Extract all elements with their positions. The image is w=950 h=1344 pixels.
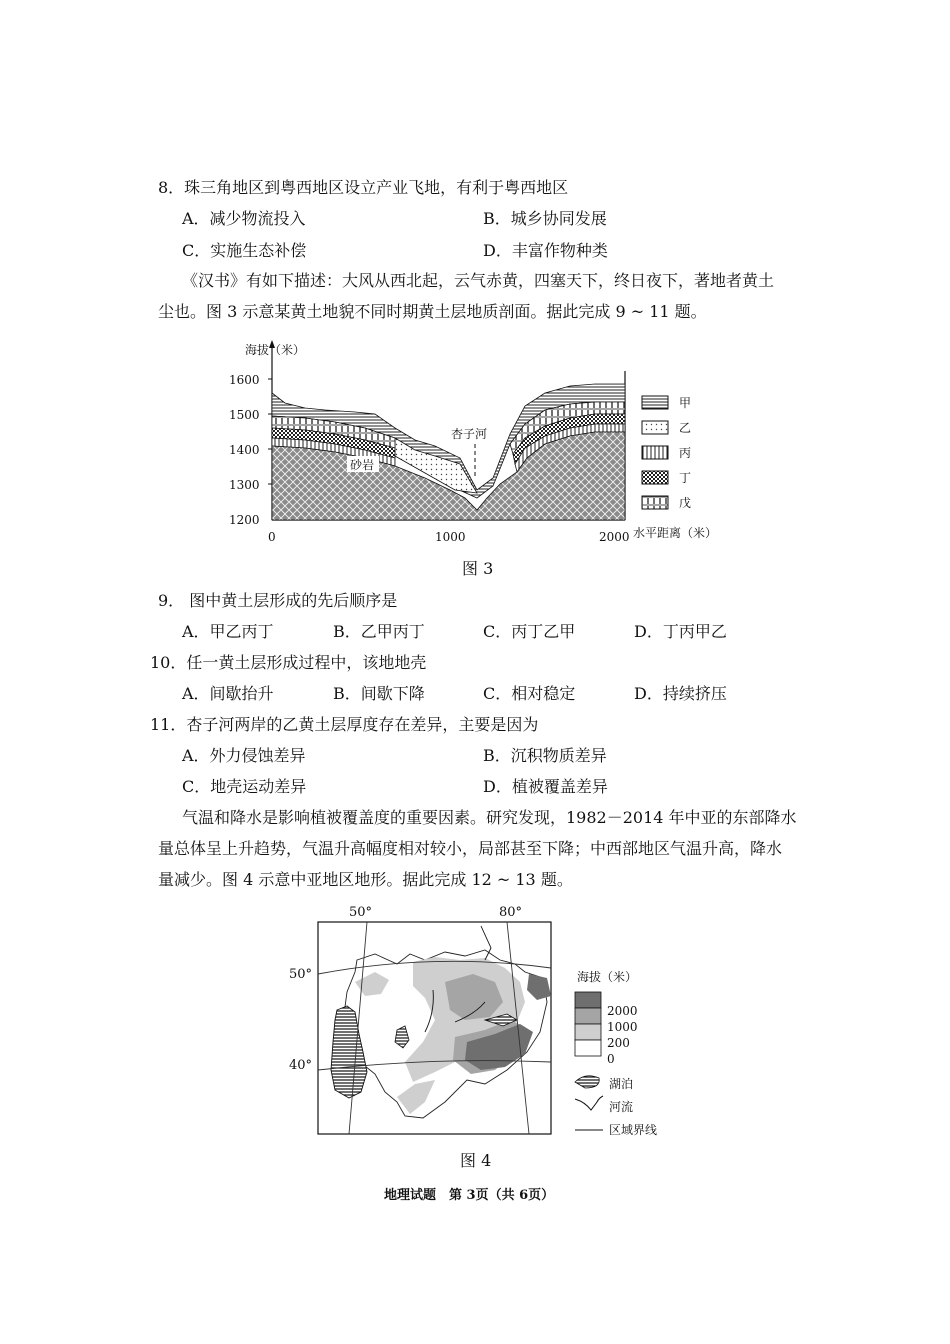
figure-4-central-asia-map <box>285 902 685 1142</box>
figure-3-geologic-profile <box>225 338 745 548</box>
legend-label-jia: 甲 <box>679 396 692 410</box>
legend-swatch-wu <box>642 496 668 509</box>
legend-label-yi: 乙 <box>679 421 692 435</box>
legend-elev-200-1000 <box>575 1024 601 1040</box>
legend-elev-above-2000 <box>575 992 601 1008</box>
intro2-line2: 量总体呈上升趋势，气温升高幅度相对较小，局部甚至下降；中西部地区气温升高，降水 <box>158 839 783 858</box>
intro2-line3: 量减少。图 4 示意中亚地区地形。据此完成 12 ~ 13 题。 <box>158 870 573 889</box>
x-tick-0: 0 <box>268 530 276 544</box>
legend-label-bing: 丙 <box>679 446 692 460</box>
lon-label-50: 50° <box>349 905 373 920</box>
legend-lake-icon <box>575 1076 599 1088</box>
legend-swatch-yi <box>642 421 668 434</box>
legend-swatch-bing <box>642 446 668 459</box>
q10-option-a[interactable]: A．间歇抬升 <box>182 684 274 703</box>
legend-elev-0-200 <box>575 1040 601 1056</box>
legend-swatch-jia <box>642 396 668 409</box>
q9-option-b[interactable]: B．乙甲丙丁 <box>333 622 425 641</box>
y-ticks <box>268 379 272 484</box>
lon-label-80: 80° <box>499 905 523 920</box>
q8-option-a[interactable]: A．减少物流投入 <box>182 209 306 228</box>
q10-option-b[interactable]: B．间歇下降 <box>333 684 425 703</box>
y-tick-1200: 1200 <box>229 513 260 527</box>
legend-elev-1000-2000 <box>575 1008 601 1024</box>
q8-stem: 8．珠三角地区到粤西地区设立产业飞地，有利于粤西地区 <box>158 178 569 197</box>
q11-option-b[interactable]: B．沉积物质差异 <box>483 746 607 765</box>
q11-stem: 11．杏子河两岸的乙黄土层厚度存在差异，主要是因为 <box>150 715 539 734</box>
legend-elev-1000: 1000 <box>607 1020 638 1034</box>
fig4-legend-title: 海拔（米） <box>577 970 638 984</box>
legend-swatch-ding <box>642 471 668 484</box>
legend-boundary-label: 区域界线 <box>609 1123 658 1137</box>
q8-option-b[interactable]: B．城乡协同发展 <box>483 209 607 228</box>
fig4-legend <box>575 969 657 1137</box>
legend-label-ding: 丁 <box>679 471 692 485</box>
intro2-line1: 气温和降水是影响植被覆盖度的重要因素。研究发现，1982－2014 年中亚的东部降水 <box>182 808 797 827</box>
legend-river-label: 河流 <box>609 1100 634 1114</box>
x-tick-1000: 1000 <box>435 530 466 544</box>
river-label: 杏子河 <box>451 427 488 441</box>
y-axis-label: 海拔（米） <box>245 343 306 357</box>
q11-option-c[interactable]: C．地壳运动差异 <box>182 777 307 796</box>
fig3-legend <box>642 396 691 510</box>
legend-elev-0: 0 <box>607 1052 615 1066</box>
q10-option-d[interactable]: D．持续挤压 <box>634 684 727 703</box>
page-footer: 地理试题 第 3页（共 6页） <box>384 1188 555 1203</box>
q10-stem: 10．任一黄土层形成过程中，该地地壳 <box>150 653 427 672</box>
legend-elev-2000: 2000 <box>607 1004 638 1018</box>
q8-option-d[interactable]: D．丰富作物种类 <box>483 241 608 260</box>
q9-option-a[interactable]: A．甲乙丙丁 <box>182 622 274 641</box>
q9-stem: 9． 图中黄土层形成的先后顺序是 <box>158 591 398 610</box>
y-tick-1300: 1300 <box>229 478 260 492</box>
fig3-caption: 图 3 <box>462 559 494 578</box>
q10-option-c[interactable]: C．相对稳定 <box>483 684 576 703</box>
q9-option-c[interactable]: C．丙丁乙甲 <box>483 622 576 641</box>
q9-option-d[interactable]: D．丁丙甲乙 <box>634 622 727 641</box>
legend-lake-label: 湖泊 <box>609 1077 634 1091</box>
rock-label: 砂岩 <box>350 458 375 472</box>
q8-option-c[interactable]: C．实施生态补偿 <box>182 241 307 260</box>
x-tick-2000: 2000 <box>599 530 630 544</box>
lat-label-50: 50° <box>289 967 313 982</box>
y-tick-1400: 1400 <box>229 443 260 457</box>
legend-elev-200: 200 <box>607 1036 630 1050</box>
intro1-line2: 尘也。图 3 示意某黄土地貌不同时期黄土层地质剖面。据此完成 9 ~ 11 题。 <box>158 302 707 321</box>
legend-label-wu: 戊 <box>679 496 692 510</box>
q11-option-a[interactable]: A．外力侵蚀差异 <box>182 746 306 765</box>
y-tick-1600: 1600 <box>229 373 260 387</box>
lat-label-40: 40° <box>289 1058 313 1073</box>
legend-river-icon <box>575 1096 603 1110</box>
x-axis-label: 水平距离（米） <box>633 526 718 540</box>
fig4-caption: 图 4 <box>460 1151 492 1170</box>
intro1-line1: 《汉书》有如下描述：大风从西北起，云气赤黄，四塞天下，终日夜下，著地者黄土 <box>182 271 775 290</box>
q11-option-d[interactable]: D．植被覆盖差异 <box>483 777 608 796</box>
y-tick-1500: 1500 <box>229 408 260 422</box>
